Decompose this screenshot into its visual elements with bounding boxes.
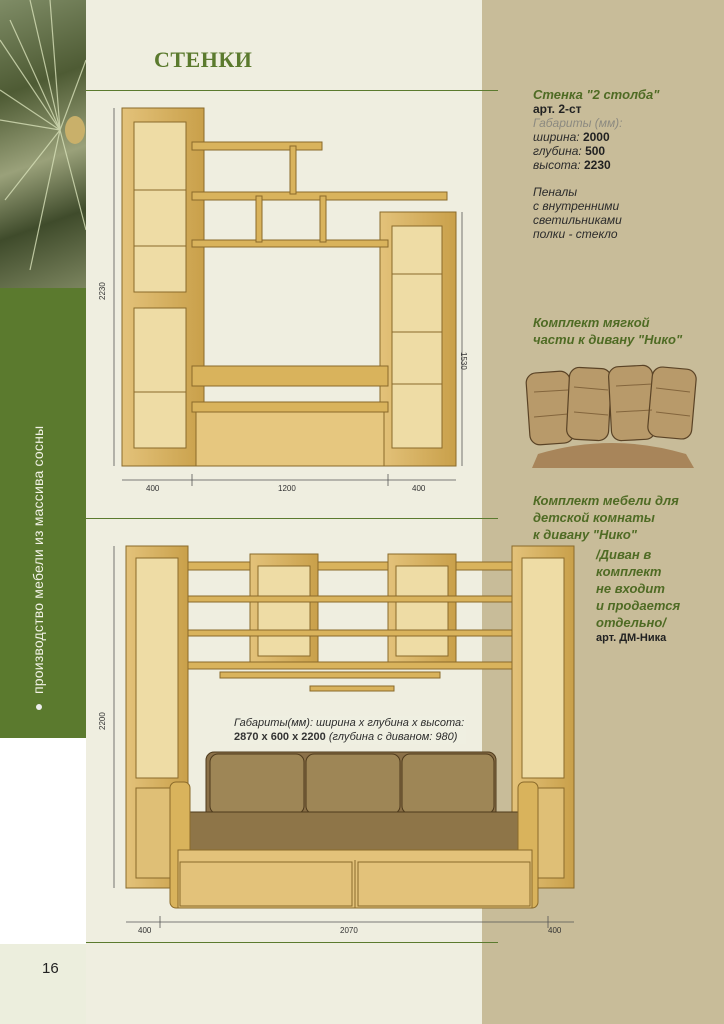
page-number: 16 [42,960,59,977]
note-line: не входит [596,581,665,596]
product3-title [533,492,679,543]
section-title: СТЕНКИ [154,47,253,72]
description-line: светильниками [533,213,622,227]
dim-width-left: 400 [138,926,152,935]
pine-needles-icon [0,0,86,290]
bullet-icon [36,704,42,710]
dim-width-left: 400 [146,484,160,493]
dim-height-right: 1530 [459,352,468,370]
title-line: Комплект мягкой [533,315,650,330]
depth-value: 500 [585,144,606,158]
dim-width-right: 400 [548,926,562,935]
product1-info [533,88,718,241]
description-line: полки - стекло [533,227,618,241]
bottom-divider [86,942,498,943]
title-line: к дивану "Нико" [533,527,637,542]
product3-note [596,546,680,631]
note-line: отдельно/ [596,615,666,630]
title-line: Комплект мебели для [533,493,679,508]
dim-height-left: 2230 [98,282,107,300]
note-line: /Диван в [596,547,652,562]
product2-title [533,314,682,348]
dim-width-center: 2070 [340,926,358,935]
dim-width-center: 1200 [278,484,296,493]
product1-art: арт. 2-ст [533,102,582,116]
page-number-box [0,944,86,1024]
width-label: ширина: [533,130,580,144]
width-value: 2000 [582,130,610,144]
title-line: детской комнаты [533,510,655,525]
top-divider [86,90,498,91]
wall-unit-2-stolba-image [100,100,490,500]
product3-art: арт. ДМ-Ника [596,632,667,644]
product3-dims-caption [232,716,466,744]
dim-width-right: 400 [412,484,426,493]
description-line: Пеналы [533,185,578,199]
depth-label: глубина: [533,144,582,158]
dims-line1: Габариты(мм): ширина x глубина x высота: [234,717,465,729]
dims-values: 2870 x 600 x 2200 [234,731,326,743]
sidebar-caption-text: производство мебели из массива сосны [30,425,46,694]
middle-divider [86,518,498,519]
sidebar-vertical-caption [30,426,46,710]
product1-name: Стенка "2 столба" [533,87,660,102]
dim-height: 2200 [98,712,107,730]
cushion-set-image [524,362,700,470]
note-line: комплект [596,564,662,579]
note-line: и продается [596,598,681,613]
product1-description [533,185,718,241]
description-line: с внутренними [533,199,620,213]
product1-dims-heading: Габариты (мм): [533,116,623,130]
title-line: части к дивану "Нико" [533,332,683,347]
height-label: высота: [533,158,581,172]
dims-note: (глубина с диваном: 980) [328,731,458,743]
height-value: 2230 [583,158,611,172]
pine-branch-photo [0,0,86,290]
